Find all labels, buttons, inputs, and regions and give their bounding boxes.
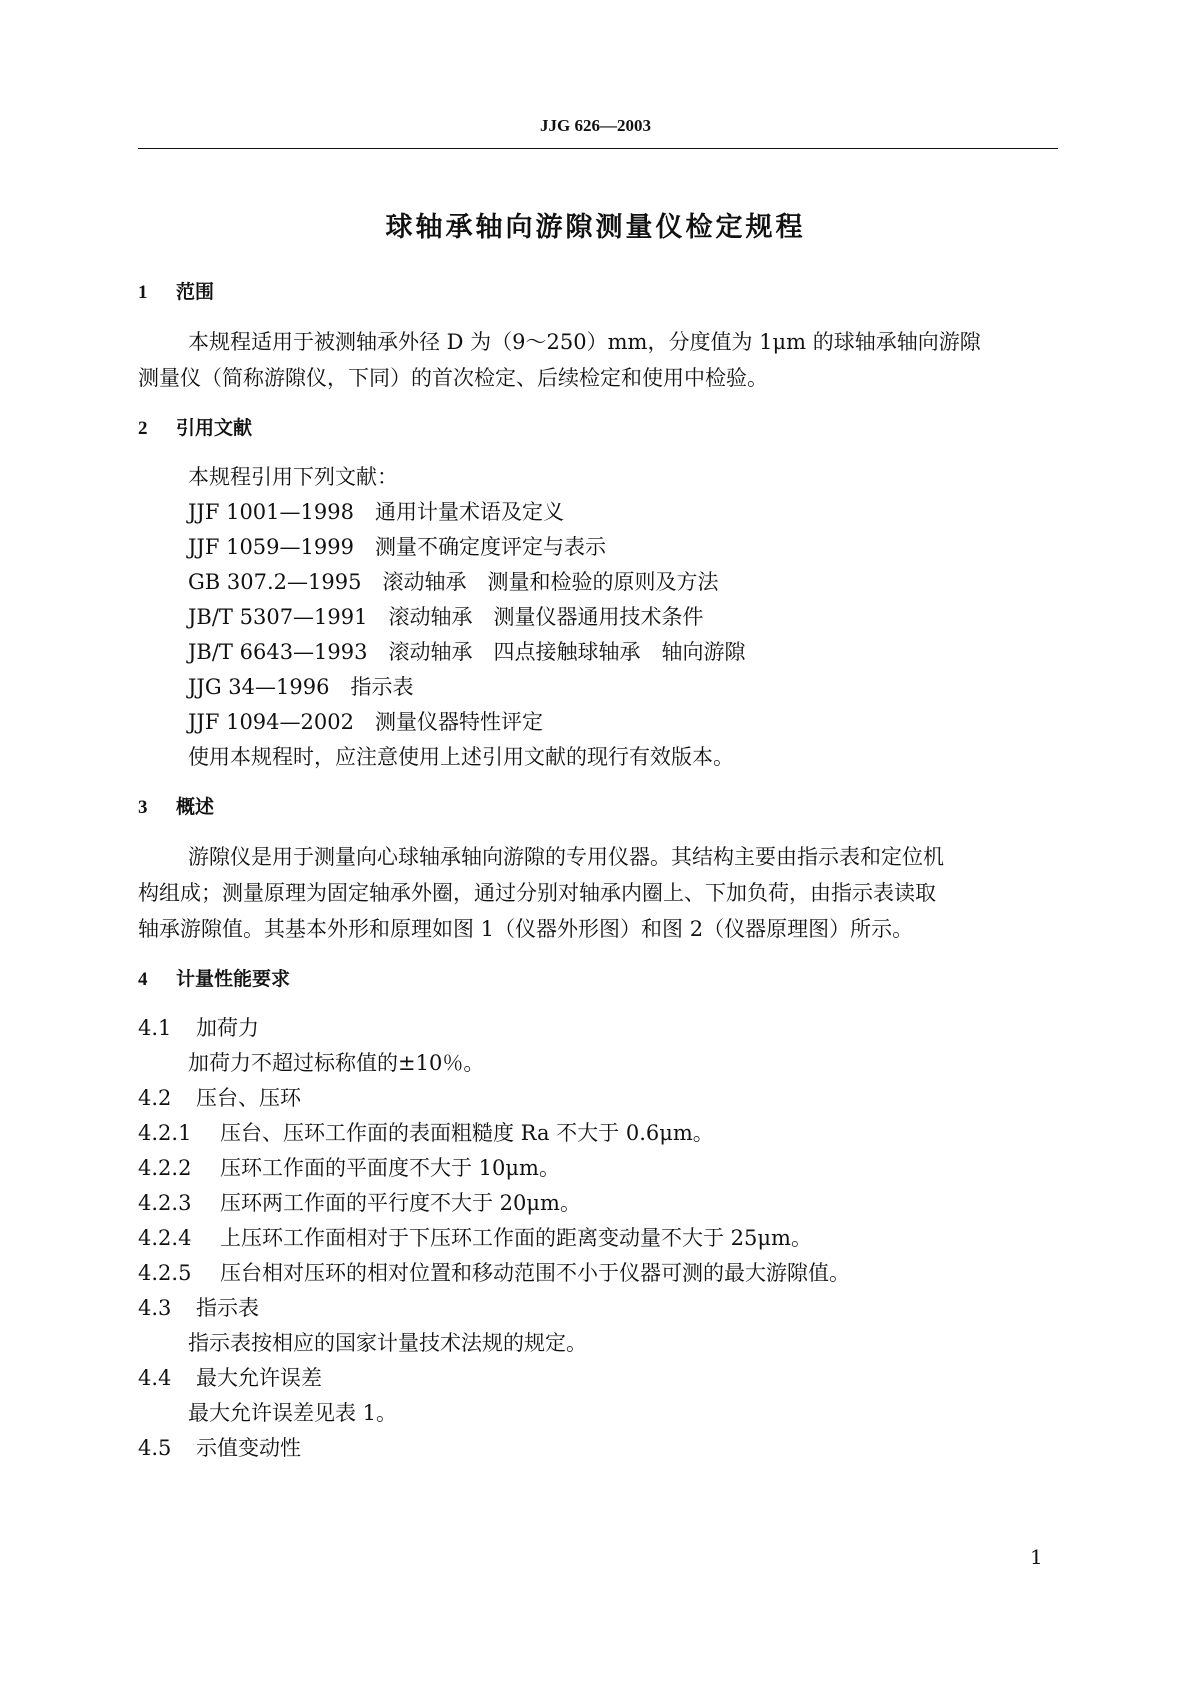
reference-item: JJF 1094—2002 测量仪器特性评定	[188, 710, 543, 734]
clause-text: 压环两工作面的平行度不大于 20μm。	[220, 1191, 581, 1215]
reference-item: JJG 34—1996 指示表	[188, 675, 414, 699]
subsection-number: 4.5	[138, 1436, 172, 1460]
references-outro: 使用本规程时，应注意使用上述引用文献的现行有效版本。	[188, 745, 734, 769]
reference-item: JJF 1001—1998 通用计量术语及定义	[188, 500, 564, 524]
section-3-paragraph-line: 轴承游隙值。其基本外形和原理如图 1（仪器外形图）和图 2（仪器原理图）所示。	[138, 917, 914, 941]
subsection-4-3-heading	[138, 1294, 259, 1322]
clause-number: 4.2.2	[138, 1156, 192, 1180]
document-title: 球轴承轴向游隙测量仪检定规程	[385, 212, 806, 243]
section-number: 2	[138, 418, 148, 439]
clause-text: 压环工作面的平面度不大于 10μm。	[220, 1156, 560, 1180]
subsection-number: 4.2	[138, 1086, 172, 1110]
subsection-4-4-heading	[138, 1364, 322, 1392]
section-number: 4	[138, 969, 148, 990]
clause-number: 4.2.3	[138, 1191, 192, 1215]
reference-item: JJF 1059—1999 测量不确定度评定与表示	[188, 535, 606, 559]
clause-text: 压台、压环工作面的表面粗糙度 Ra 不大于 0.6μm。	[220, 1121, 714, 1145]
subsection-4-1-heading	[138, 1014, 259, 1042]
section-1-heading	[138, 278, 214, 307]
section-title: 范围	[176, 281, 215, 303]
subsection-title: 指示表	[196, 1296, 259, 1320]
clause-number: 4.2.5	[138, 1261, 192, 1285]
clause-text: 压台相对压环的相对位置和移动范围不小于仪器可测的最大游隙值。	[220, 1261, 850, 1285]
clause-4-2-3	[138, 1189, 581, 1217]
clause-4-2-1	[138, 1119, 714, 1147]
clause-number: 4.2.4	[138, 1226, 192, 1250]
section-3-heading	[138, 793, 214, 822]
subsection-title: 最大允许误差	[196, 1366, 322, 1390]
section-3-paragraph-line: 游隙仪是用于测量向心球轴承轴向游隙的专用仪器。其结构主要由指示表和定位机	[188, 845, 944, 869]
references-intro: 本规程引用下列文献：	[188, 465, 398, 489]
subsection-4-5-heading	[138, 1434, 301, 1462]
section-3-paragraph-line: 构组成；测量原理为固定轴承外圈，通过分别对轴承内圈上、下加负荷，由指示表读取	[138, 881, 936, 905]
page-number: 1	[1030, 1545, 1043, 1569]
subsection-number: 4.4	[138, 1366, 172, 1390]
running-header: JJG 626—2003	[540, 116, 651, 135]
section-4-heading	[138, 965, 290, 994]
clause-text: 上压环工作面相对于下压环工作面的距离变动量不大于 25μm。	[220, 1226, 812, 1250]
section-1-paragraph-line: 测量仪（简称游隙仪，下同）的首次检定、后续检定和使用中检验。	[138, 366, 768, 390]
clause-4-2-4	[138, 1224, 812, 1252]
section-1-paragraph-line: 本规程适用于被测轴承外径 D 为（9～250）mm，分度值为 1μm 的球轴承轴向游隙	[188, 330, 981, 354]
subsection-4-1-text: 加荷力不超过标称值的±10％。	[188, 1051, 485, 1075]
subsection-4-3-text: 指示表按相应的国家计量技术法规的规定。	[188, 1331, 587, 1355]
reference-item: JB/T 6643—1993 滚动轴承 四点接触球轴承 轴向游隙	[188, 640, 746, 664]
reference-item: GB 307.2—1995 滚动轴承 测量和检验的原则及方法	[188, 570, 719, 594]
reference-item: JB/T 5307—1991 滚动轴承 测量仪器通用技术条件	[188, 605, 704, 629]
subsection-4-4-text: 最大允许误差见表 1。	[188, 1401, 398, 1425]
subsection-title: 加荷力	[196, 1016, 259, 1040]
section-number: 1	[138, 282, 148, 303]
clause-4-2-5	[138, 1259, 850, 1287]
subsection-4-2-heading	[138, 1084, 301, 1112]
section-title: 概述	[176, 796, 215, 818]
section-2-heading	[138, 414, 252, 443]
section-title: 引用文献	[176, 417, 253, 439]
subsection-title: 压台、压环	[196, 1086, 301, 1110]
clause-4-2-2	[138, 1154, 560, 1182]
subsection-number: 4.3	[138, 1296, 172, 1320]
subsection-title: 示值变动性	[196, 1436, 301, 1460]
section-title: 计量性能要求	[176, 968, 291, 990]
header-rule	[138, 148, 1058, 149]
section-number: 3	[138, 797, 148, 818]
subsection-number: 4.1	[138, 1016, 172, 1040]
clause-number: 4.2.1	[138, 1121, 192, 1145]
